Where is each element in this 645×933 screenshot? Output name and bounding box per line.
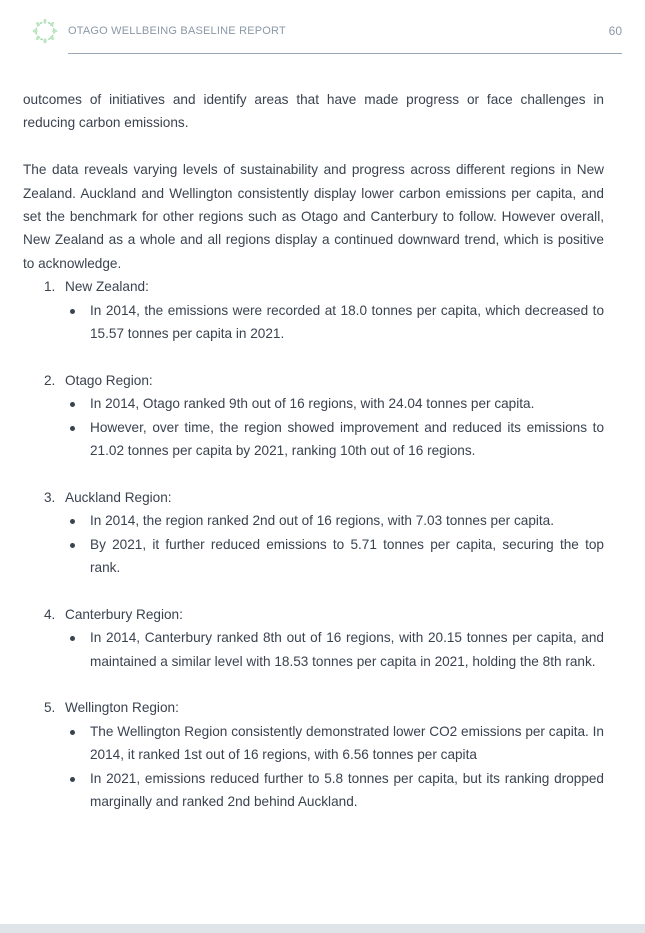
region-name: Canterbury Region: <box>65 606 183 622</box>
region-number: 5. <box>44 700 56 716</box>
region-bullets <box>23 626 604 673</box>
bullet-item: In 2014, Otago ranked 9th out of 16 regions, with 24.04 tonnes per capita. <box>23 392 604 415</box>
region-bullets <box>23 392 604 462</box>
region-name: Auckland Region: <box>65 489 172 505</box>
leaf-wreath-icon <box>32 18 58 44</box>
region-item <box>23 369 604 463</box>
region-heading <box>23 275 604 298</box>
region-item <box>23 486 604 580</box>
region-item <box>23 275 604 345</box>
region-bullets <box>23 720 604 814</box>
region-number: 2. <box>44 372 56 388</box>
regions-list <box>23 275 604 813</box>
bullet-item: In 2021, emissions reduced further to 5.8 tonnes per capita, but its ranking dropped marginally and ranked 2nd behind Auckland. <box>23 767 604 814</box>
footer-bar <box>0 924 645 933</box>
region-item <box>23 603 604 673</box>
region-heading <box>23 369 604 392</box>
region-bullets <box>23 299 604 346</box>
region-name: Otago Region: <box>65 372 153 388</box>
bullet-item: In 2014, the region ranked 2nd out of 16 regions, with 7.03 tonnes per capita. <box>23 509 604 532</box>
region-heading <box>23 696 604 719</box>
region-name: Wellington Region: <box>65 700 179 716</box>
bullet-item: However, over time, the region showed improvement and reduced its emissions to 21.02 tonnes per capita by 2021, ranking 10th out of 16 regions. <box>23 416 604 463</box>
paragraph-spacer <box>23 135 604 158</box>
bullet-item: In 2014, Canterbury ranked 8th out of 16 regions, with 20.15 tonnes per capita, and maintained a similar level with 18.53 tonnes per capita in 2021, holding the 8th rank. <box>23 626 604 673</box>
page-number: 60 <box>608 24 622 38</box>
region-number: 4. <box>44 606 56 622</box>
report-title: OTAGO WELLBEING BASELINE REPORT <box>68 25 286 37</box>
summary-paragraph: The data reveals varying levels of sustainability and progress across different regions in New Zealand. Auckland and Wellington consistently display lower carbon emissions per capita, and set the benchmark for other regions such as Otago and Canterbury to follow. However overall, New Zealand as a whole and all regions display a continued downward trend, which is positive to acknowledge. <box>23 162 604 271</box>
region-name: New Zealand: <box>65 279 149 295</box>
header-divider <box>68 53 622 54</box>
region-number: 3. <box>44 489 56 505</box>
page-content <box>23 88 604 814</box>
page-header <box>0 0 645 60</box>
bullet-item: By 2021, it further reduced emissions to 5.71 tonnes per capita, securing the top rank. <box>23 533 604 580</box>
bullet-item: The Wellington Region consistently demonstrated lower CO2 emissions per capita. In 2014, it ranked 1st out of 16 regions, with 6.56 tonnes per capita <box>23 720 604 767</box>
region-bullets <box>23 509 604 579</box>
region-heading <box>23 603 604 626</box>
region-number: 1. <box>44 279 56 295</box>
intro-paragraph: outcomes of initiatives and identify areas that have made progress or face challenges in reducing carbon emissions. <box>23 92 604 131</box>
bullet-item: In 2014, the emissions were recorded at 18.0 tonnes per capita, which decreased to 15.57 tonnes per capita in 2021. <box>23 299 604 346</box>
region-heading <box>23 486 604 509</box>
region-item <box>23 696 604 813</box>
